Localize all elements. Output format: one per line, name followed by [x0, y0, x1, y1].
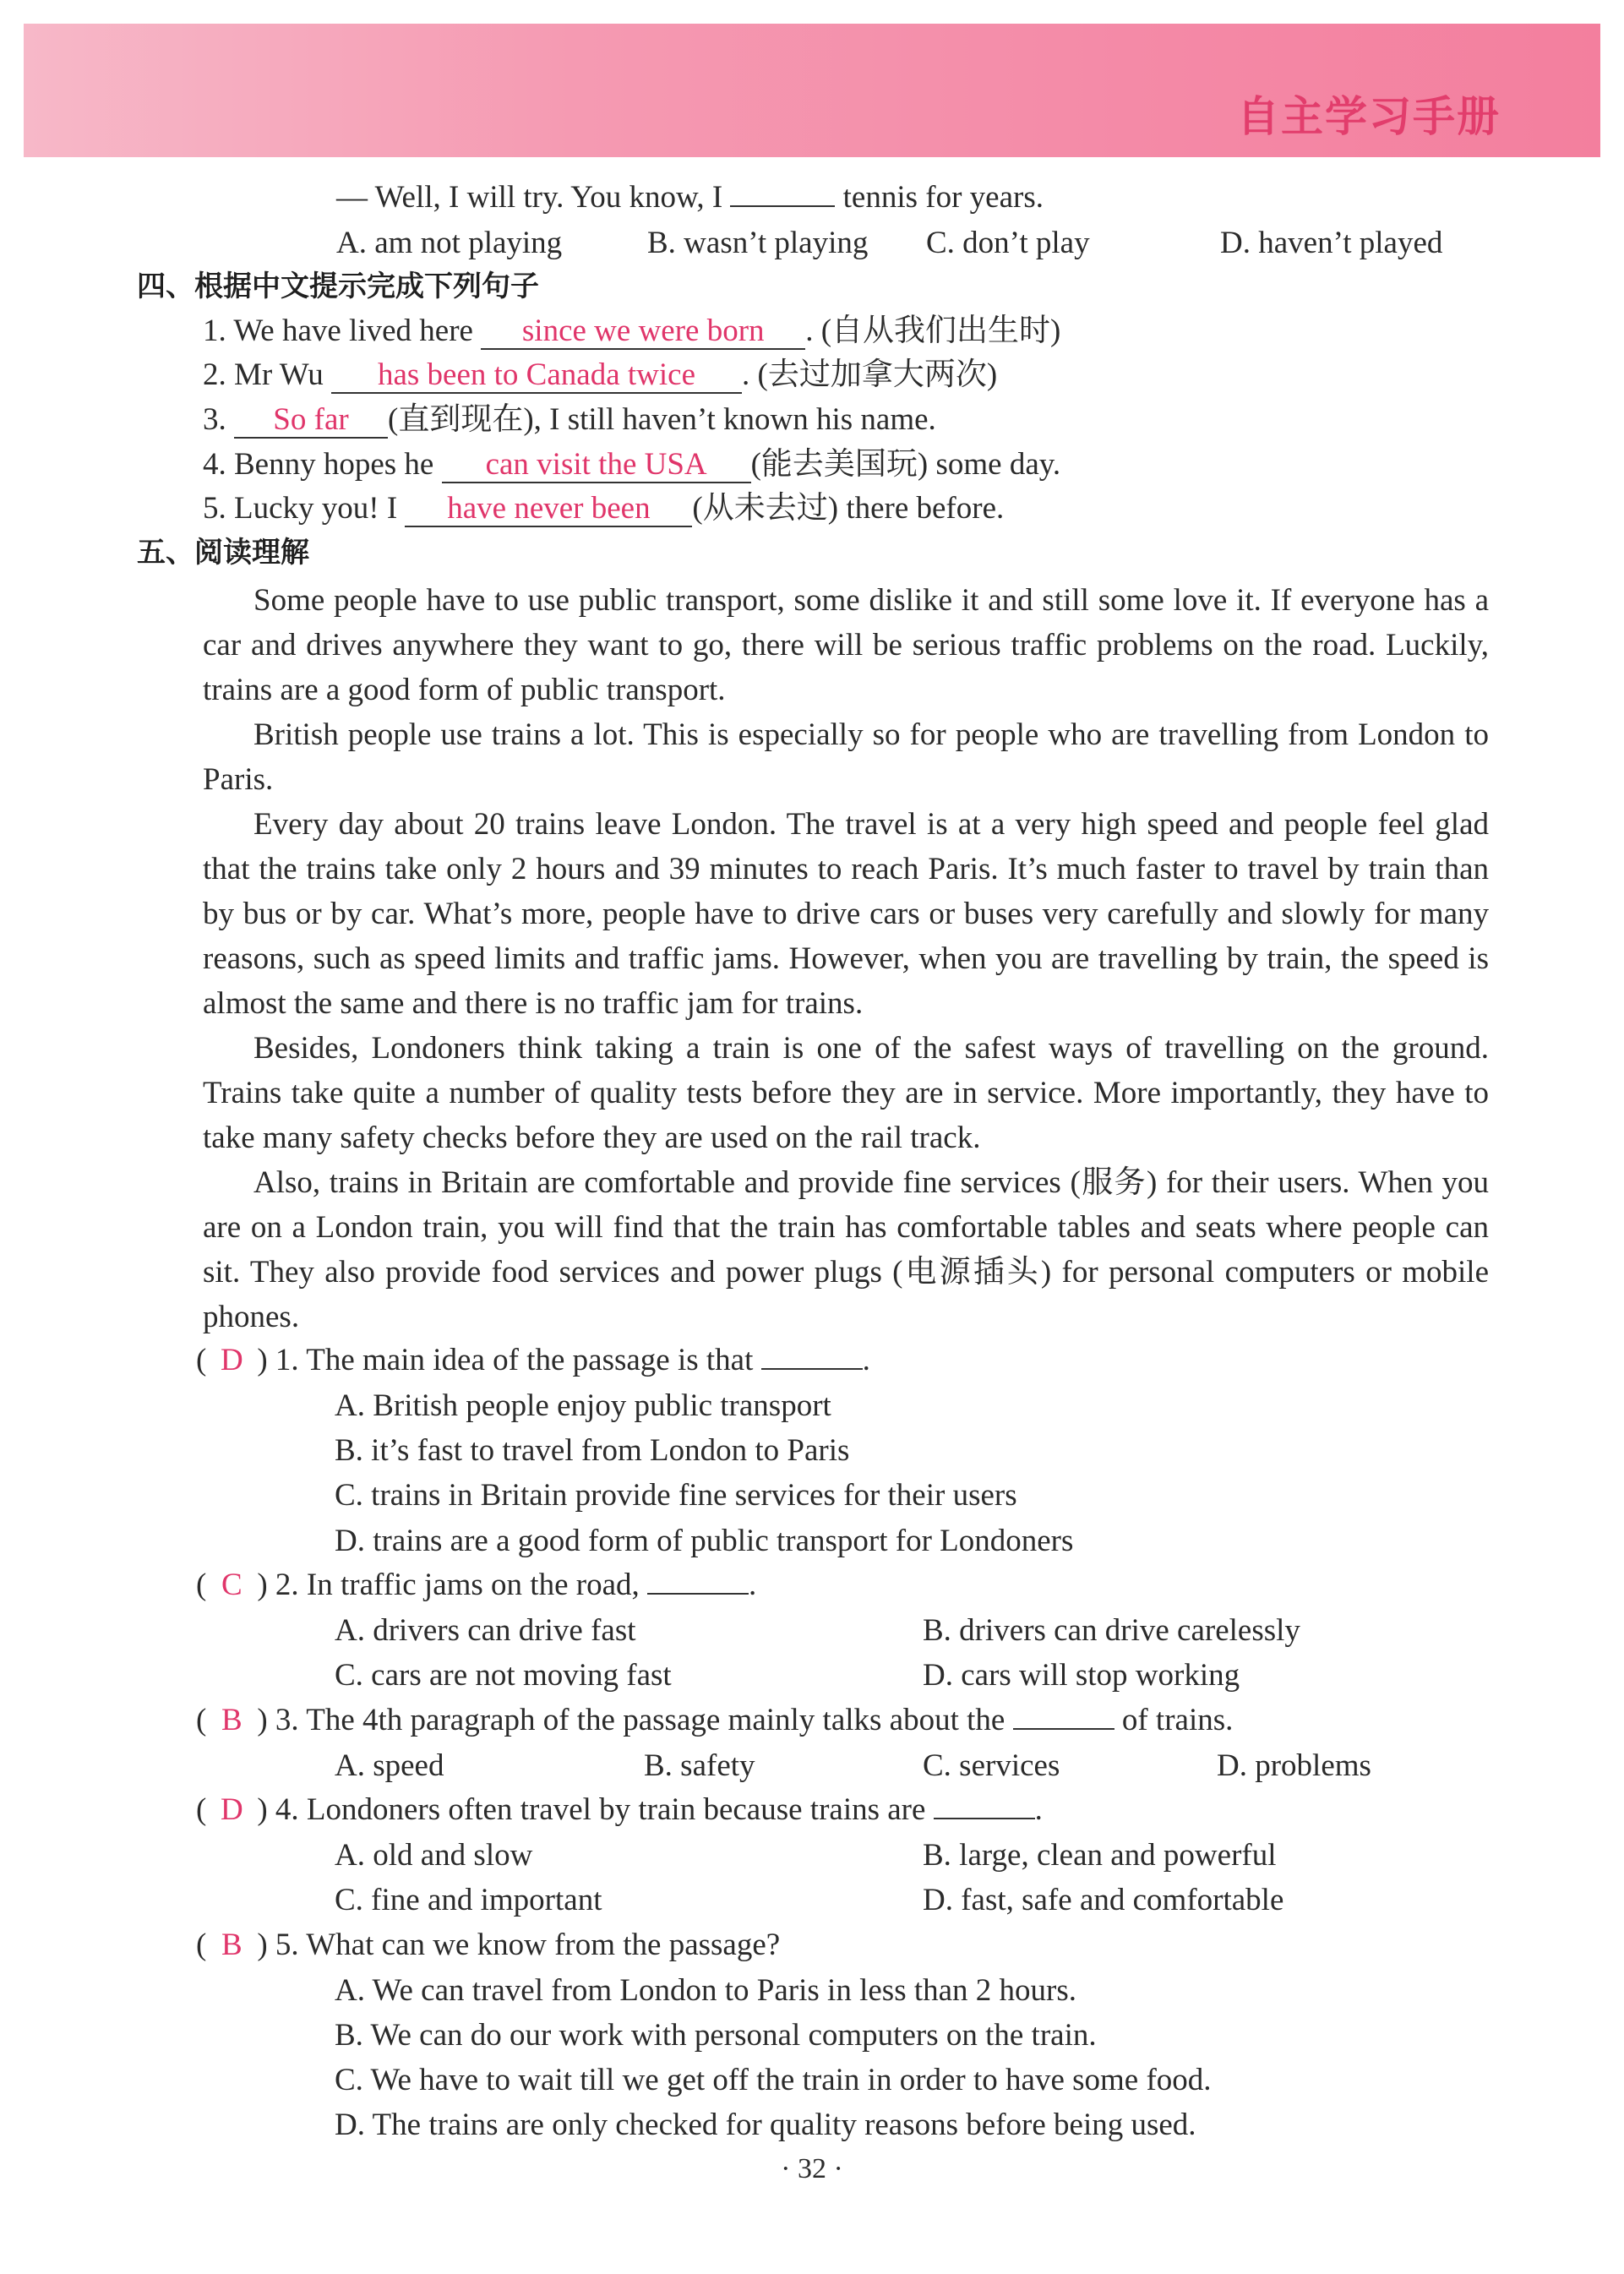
- question-1: ( D ) 1. The main idea of the passage is that .: [196, 1340, 870, 1381]
- s4-item-5: 5. Lucky you! I have never been (从未去过) there before.: [203, 491, 1005, 526]
- passage-paragraph-4: Besides, Londoners think taking a train is one of the safest ways of travelling on the ground. Trains take quite a number of quality tests before they are in service. More importantly, they have to take many safety checks before they are used on the rail track.: [203, 1031, 1489, 1155]
- q2-option-d: D. cars will stop working: [923, 1658, 1240, 1693]
- q2-option-c: C. cars are not moving fast: [335, 1658, 672, 1693]
- section4-title: 四、根据中文提示完成下列句子: [137, 270, 539, 303]
- page-number: · 32 ·: [781, 2153, 843, 2184]
- s4-answer-1: since we were born: [481, 314, 805, 350]
- s4-item-3: 3. So far (直到现在), I still haven’t known his name.: [203, 402, 936, 437]
- answer-4: D: [220, 1792, 243, 1827]
- q1-option-c: C. trains in Britain provide fine services for their users: [335, 1478, 1017, 1513]
- answer-2: C: [221, 1568, 243, 1602]
- q1-option-a: A. British people enjoy public transport: [335, 1388, 831, 1423]
- q5-option-b: B. We can do our work with personal computers on the train.: [335, 2018, 1097, 2053]
- question-2: ( C ) 2. In traffic jams on the road, .: [196, 1565, 756, 1606]
- q2-option-a: A. drivers can drive fast: [335, 1613, 636, 1648]
- question-4: ( D ) 4. Londoners often travel by train because trains are .: [196, 1790, 1043, 1830]
- q1-option-d: D. trains are a good form of public transport for Londoners: [335, 1524, 1074, 1558]
- answer-3: B: [221, 1703, 243, 1737]
- q4-option-c: C. fine and important: [335, 1883, 602, 1917]
- passage-paragraph-5: Also, trains in Britain are comfortable and provide fine services (服务) for their users. When you are on a London train, you will find that the train has comfortable tables and seats where people can sit. They also provide food services and power plugs (电源插头) for personal computers or mobile phones.: [203, 1165, 1489, 1334]
- question-3: ( B ) 3. The 4th paragraph of the passage mainly talks about the of trains.: [196, 1700, 1233, 1741]
- s4-item-4: 4. Benny hopes he can visit the USA (能去美国玩) some day.: [203, 447, 1061, 482]
- s4-answer-4: can visit the USA: [442, 448, 751, 483]
- prev-option-c: C. don’t play: [926, 226, 1090, 260]
- answer-5: B: [221, 1928, 243, 1962]
- s4-answer-2: has been to Canada twice: [331, 358, 742, 394]
- q5-option-a: A. We can travel from London to Paris in less than 2 hours.: [335, 1973, 1077, 2008]
- header-title: 自主学习手册: [1237, 92, 1501, 141]
- q2-option-b: B. drivers can drive carelessly: [923, 1613, 1300, 1648]
- answer-1: D: [220, 1343, 243, 1377]
- s4-answer-5: have never been: [405, 492, 692, 527]
- q3-option-d: D. problems: [1217, 1748, 1371, 1783]
- prev-option-a: A. am not playing: [336, 226, 563, 260]
- prev-option-b: B. wasn’t playing: [647, 226, 869, 260]
- q5-option-c: C. We have to wait till we get off the train in order to have some food.: [335, 2063, 1212, 2097]
- passage-paragraph-2: British people use trains a lot. This is especially so for people who are travelling from London to Paris.: [203, 717, 1489, 797]
- s4-answer-3: So far: [234, 403, 388, 439]
- passage-paragraph-3: Every day about 20 trains leave London. The travel is at a very high speed and people feel glad that the trains take only 2 hours and 39 minutes to reach Paris. It’s much faster to travel by train than by bus or by car. What’s more, people have to drive cars or buses very carefully and slowly for many reasons, such as speed limits and traffic jams. However, when you are travelling by train, the speed is almost the same and there is no traffic jam for trains.: [203, 807, 1489, 1021]
- s4-item-2: 2. Mr Wu has been to Canada twice . (去过加拿大两次): [203, 357, 998, 392]
- s4-item-1: 1. We have lived here since we were born . (自从我们出生时): [203, 314, 1061, 348]
- question-5: ( B ) 5. What can we know from the passage?: [196, 1925, 780, 1966]
- section5-title: 五、阅读理解: [137, 536, 309, 570]
- q5-option-d: D. The trains are only checked for quality reasons before being used.: [335, 2108, 1196, 2142]
- q3-option-c: C. services: [923, 1748, 1060, 1783]
- q1-option-b: B. it’s fast to travel from London to Paris: [335, 1433, 850, 1468]
- passage-paragraph-1: Some people have to use public transport, some dislike it and still some love it. If everyone has a car and drives anywhere they want to go, there will be serious traffic problems on the road. Luckily, trains are a good form of public transport.: [203, 583, 1489, 707]
- prev-option-d: D. haven’t played: [1220, 226, 1443, 260]
- q4-option-d: D. fast, safe and comfortable: [923, 1883, 1284, 1917]
- q3-option-a: A. speed: [335, 1748, 444, 1783]
- prev-question-dialog: — Well, I will try. You know, I tennis for years.: [336, 180, 1044, 215]
- q4-option-b: B. large, clean and powerful: [923, 1838, 1277, 1873]
- q3-option-b: B. safety: [644, 1748, 755, 1783]
- q4-option-a: A. old and slow: [335, 1838, 533, 1873]
